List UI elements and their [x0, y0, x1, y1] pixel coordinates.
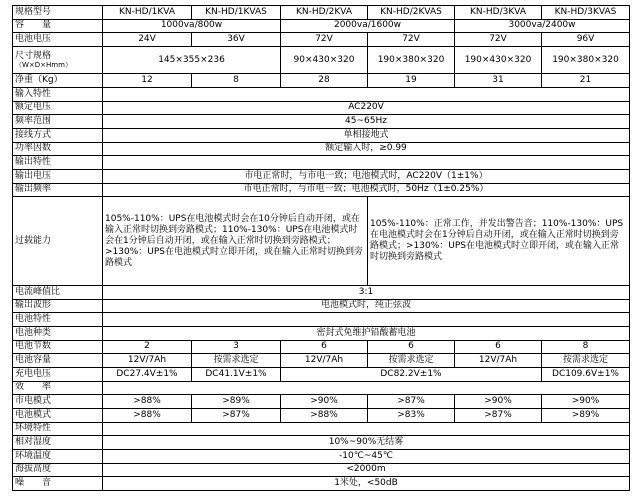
- row-waveform: [13, 299, 630, 313]
- label-battery-capacity: 电池容量: [13, 354, 103, 368]
- label-net-weight: 净重（Kg）: [13, 74, 103, 88]
- label-model: 规格型号: [13, 6, 103, 20]
- battery-mode-6: >89%: [542, 408, 630, 422]
- battery-mode-3: >88%: [281, 408, 368, 422]
- battery-count-2: 3: [192, 340, 281, 354]
- label-noise: 噪 音: [13, 477, 103, 491]
- section-env-blank: [103, 422, 630, 436]
- capacity-2k: 2000va/1600w: [281, 19, 455, 33]
- label-freq-range: 频率范围: [13, 115, 103, 129]
- label-battery-voltage: 电池电压: [13, 33, 103, 47]
- humidity-value: 10%~90%无结雾: [103, 436, 630, 450]
- row-power-factor: [13, 142, 630, 156]
- waveform-value: 电池模式时，纯正弦波: [103, 299, 630, 313]
- output-voltage-value: 市电正常时，与市电一致；电池模式时，AC220V（1±1%）: [103, 169, 630, 183]
- label-battery-type: 电池种类: [13, 326, 103, 340]
- battery-count-3: 6: [281, 340, 368, 354]
- label-rated-voltage: 额定电压: [13, 101, 103, 115]
- section-efficiency-blank: [103, 381, 630, 395]
- freq-range-value: 45~65Hz: [103, 115, 630, 129]
- battery-capacity-3: 12V/7Ah: [281, 354, 368, 368]
- label-waveform: 输出波形: [13, 299, 103, 313]
- dimensions-2ks: 190×380×320: [368, 46, 455, 73]
- battery-count-6: 8: [542, 340, 630, 354]
- battery-type-value: 密封式免维护铅酸蓄电池: [103, 326, 630, 340]
- label-wiring: 接线方式: [13, 128, 103, 142]
- row-output-voltage: [13, 169, 630, 183]
- section-input: 输入特性: [13, 87, 103, 101]
- dimensions-3k: 190×430×320: [455, 46, 542, 73]
- dimensions-3ks: 190×380×320: [542, 46, 630, 73]
- model-2: KN-HD/1KVAS: [192, 6, 281, 20]
- wiring-value: 单相接地式: [103, 128, 630, 142]
- row-input-section: [13, 87, 630, 101]
- row-battery-voltage: [13, 33, 630, 47]
- row-efficiency: [13, 381, 630, 395]
- battery-capacity-1: 12V/7Ah: [103, 354, 192, 368]
- battery-count-1: 2: [103, 340, 192, 354]
- battery-capacity-5: 12V/7Ah: [455, 354, 542, 368]
- row-freq-range: [13, 115, 630, 129]
- row-battery-section: [13, 313, 630, 327]
- model-6: KN-HD/3KVAS: [542, 6, 630, 20]
- battery-count-5: 6: [455, 340, 542, 354]
- battery-voltage-3: 72V: [281, 33, 368, 47]
- charge-voltage-3: DC82.2V±1%: [281, 367, 542, 381]
- model-3: KN-HD/2KVA: [281, 6, 368, 20]
- output-freq-value: 市电正常时，与市电一致；电池模式时，50Hz（1±0.25%）: [103, 183, 630, 197]
- label-charge-voltage: 充电电压: [13, 367, 103, 381]
- net-weight-2: 8: [192, 74, 281, 88]
- row-temperature: [13, 449, 630, 463]
- power-factor-value: 额定输入时，≥0.99: [103, 142, 630, 156]
- row-dimensions: [13, 46, 630, 73]
- net-weight-6: 21: [542, 74, 630, 88]
- overload-right-text: 105%-110%：正常工作，并发出警告音；110%-130%：UPS在电池模式时会在1分钟后自动开闭，或在输入正常时切换到旁路模式；>130%：UPS在电池模式时立即开闭，或在输入正常时切换到旁路模式: [368, 197, 630, 286]
- dimensions-unit: （W×D×Hmm）: [15, 60, 72, 69]
- temperature-value: -10℃~45℃: [103, 449, 630, 463]
- row-rated-voltage: [13, 101, 630, 115]
- charge-voltage-2: DC41.1V±1%: [192, 367, 281, 381]
- row-net-weight: [13, 74, 630, 88]
- row-battery-type: [13, 326, 630, 340]
- mains-mode-3: >90%: [281, 395, 368, 409]
- capacity-3k: 3000va/2400w: [455, 19, 630, 33]
- battery-voltage-4: 72V: [368, 33, 455, 47]
- row-crest-factor: [13, 285, 630, 299]
- row-wiring: [13, 128, 630, 142]
- battery-capacity-6: 按需求选定: [542, 354, 630, 368]
- label-dimensions: [13, 46, 103, 73]
- section-output: 输出特性: [13, 156, 103, 170]
- row-battery-capacity: [13, 354, 630, 368]
- label-mains-mode: 市电模式: [13, 395, 103, 409]
- battery-mode-4: >83%: [368, 408, 455, 422]
- net-weight-5: 31: [455, 74, 542, 88]
- battery-count-4: 6: [368, 340, 455, 354]
- row-humidity: [13, 436, 630, 450]
- label-power-factor: 功率因数: [13, 142, 103, 156]
- battery-voltage-6: 96V: [542, 33, 630, 47]
- label-crest-factor: 电流峰值比: [13, 285, 103, 299]
- row-capacity: [13, 19, 630, 33]
- mains-mode-5: >90%: [455, 395, 542, 409]
- battery-mode-5: >87%: [455, 408, 542, 422]
- row-output-section: [13, 156, 630, 170]
- label-output-freq: 输出频率: [13, 183, 103, 197]
- capacity-1k: 1000va/800w: [103, 19, 281, 33]
- model-1: KN-HD/1KVA: [103, 6, 192, 20]
- battery-voltage-5: 72V: [455, 33, 542, 47]
- battery-voltage-1: 24V: [103, 33, 192, 47]
- section-efficiency: 效 率: [13, 381, 103, 395]
- rated-voltage-value: AC220V: [103, 101, 630, 115]
- section-env: 环境特性: [13, 422, 103, 436]
- noise-value: 1米处，<50dB: [103, 477, 630, 491]
- row-charge-voltage: [13, 367, 630, 381]
- spec-table: [12, 5, 630, 491]
- row-overload: [13, 197, 630, 286]
- label-temperature: 环境温度: [13, 449, 103, 463]
- row-mains-mode: [13, 395, 630, 409]
- dimensions-1k: 145×355×236: [103, 46, 281, 73]
- label-overload: 过载能力: [13, 197, 103, 286]
- label-humidity: 相对湿度: [13, 436, 103, 450]
- row-battery-count: [13, 340, 630, 354]
- mains-mode-2: >89%: [192, 395, 281, 409]
- mains-mode-1: >88%: [103, 395, 192, 409]
- row-output-freq: [13, 183, 630, 197]
- net-weight-1: 12: [103, 74, 192, 88]
- section-battery: 电池特性: [13, 313, 103, 327]
- row-battery-mode: [13, 408, 630, 422]
- battery-mode-2: >87%: [192, 408, 281, 422]
- battery-voltage-2: 36V: [192, 33, 281, 47]
- section-input-blank: [103, 87, 630, 101]
- label-output-voltage: 输出电压: [13, 169, 103, 183]
- charge-voltage-1: DC27.4V±1%: [103, 367, 192, 381]
- model-4: KN-HD/2KVAS: [368, 6, 455, 20]
- mains-mode-4: >87%: [368, 395, 455, 409]
- battery-capacity-2: 按需求选定: [192, 354, 281, 368]
- overload-left-text: 105%-110%：UPS在电池模式时会在10分钟后自动开闭，或在输入正常时切换到旁路模式；110%-130%：UPS在电池模式时会在1分钟后自动开闭，或在输入正常时切换到旁路模式；>130%：UPS在电池模式时立即开闭，或在输入正常时切换到旁路模式: [103, 197, 368, 286]
- mains-mode-6: >90%: [542, 395, 630, 409]
- crest-factor-value: 3:1: [103, 285, 630, 299]
- altitude-value: <2000m: [103, 463, 630, 477]
- model-5: KN-HD/3KVA: [455, 6, 542, 20]
- row-env-section: [13, 422, 630, 436]
- row-model: [13, 6, 630, 20]
- section-battery-blank: [103, 313, 630, 327]
- battery-capacity-4: 按需求选定: [368, 354, 455, 368]
- section-output-blank: [103, 156, 630, 170]
- label-altitude: 海拔高度: [13, 463, 103, 477]
- charge-voltage-4: DC109.6V±1%: [542, 367, 630, 381]
- dimensions-2k: 90×430×320: [281, 46, 368, 73]
- label-battery-count: 电池节数: [13, 340, 103, 354]
- battery-mode-1: >88%: [103, 408, 192, 422]
- row-altitude: [13, 463, 630, 477]
- dimensions-label-text: 尺寸规格: [15, 50, 52, 61]
- net-weight-4: 19: [368, 74, 455, 88]
- row-noise: [13, 477, 630, 491]
- label-capacity: 容 量: [13, 19, 103, 33]
- label-battery-mode: 电池模式: [13, 408, 103, 422]
- net-weight-3: 28: [281, 74, 368, 88]
